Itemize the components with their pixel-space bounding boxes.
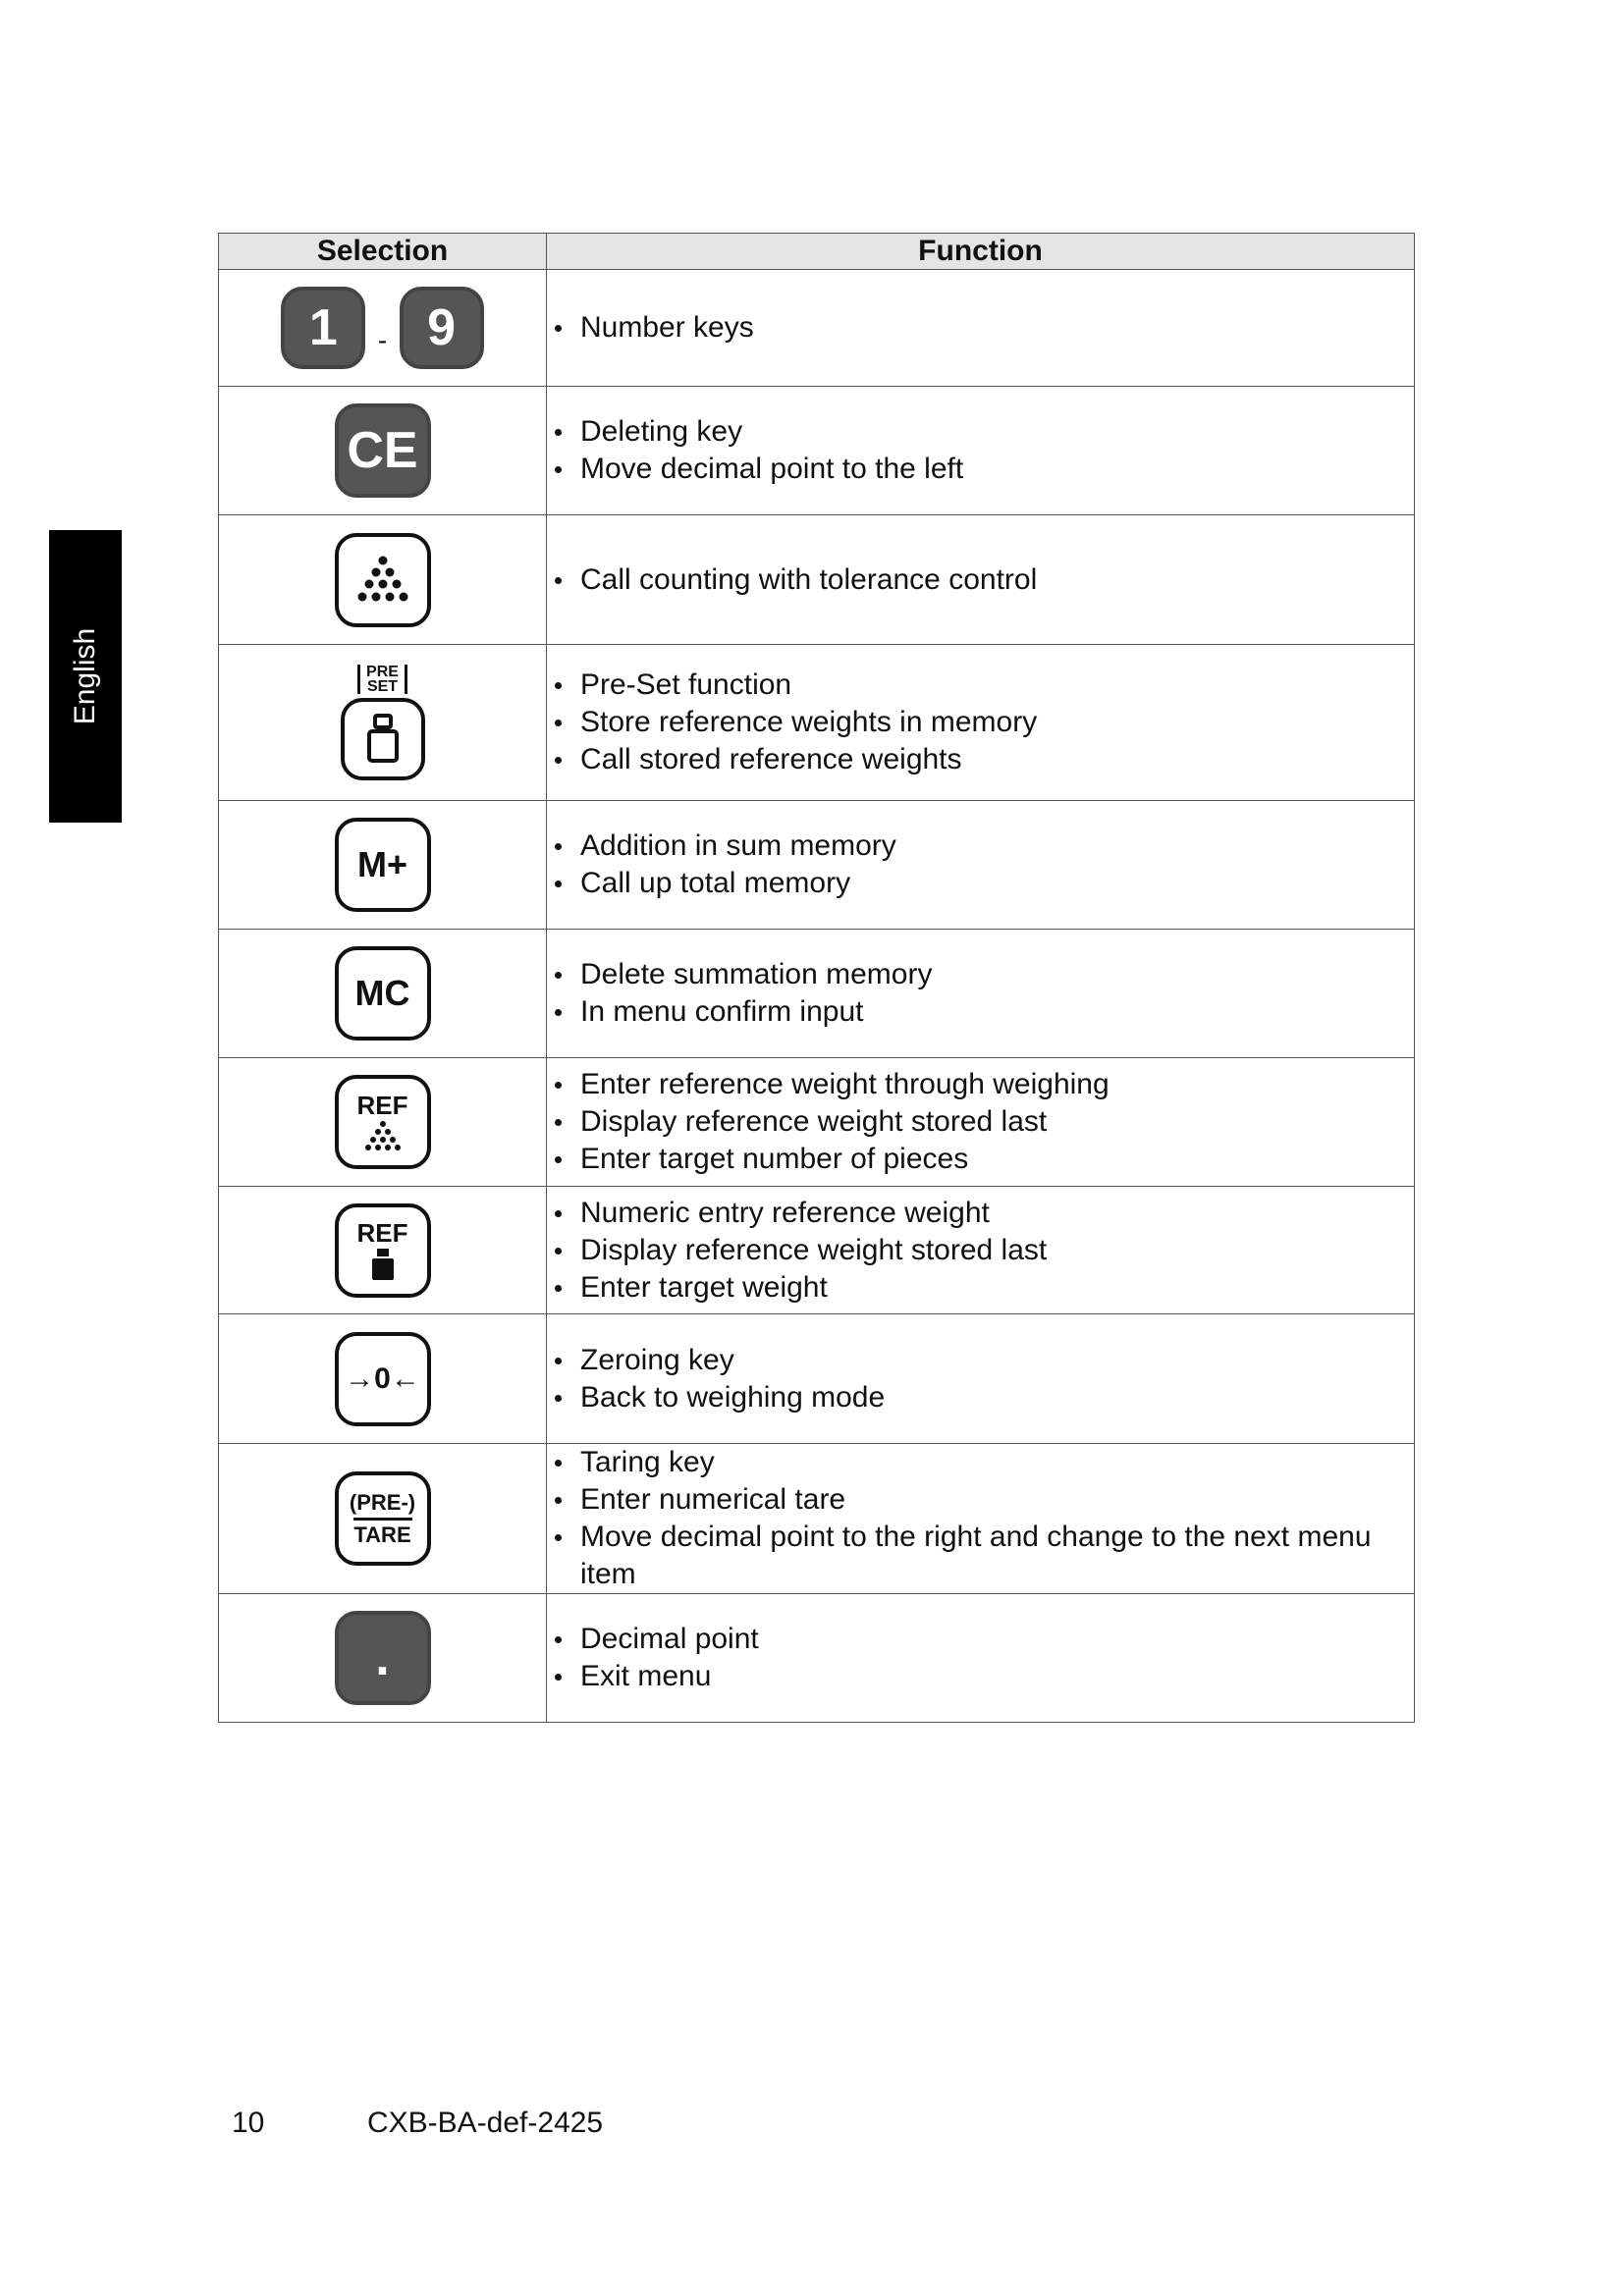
tare-key-icon: (PRE-) TARE xyxy=(335,1471,431,1566)
function-item: Enter numerical tare xyxy=(547,1481,1414,1519)
weight-icon xyxy=(341,698,425,780)
function-item: Delete summation memory xyxy=(547,956,1414,993)
key-1-icon: 1 xyxy=(281,287,365,369)
function-item: Move decimal point to the left xyxy=(547,451,1414,488)
function-item: In menu confirm input xyxy=(547,993,1414,1031)
function-item: Zeroing key xyxy=(547,1342,1414,1379)
function-item: Enter target weight xyxy=(547,1269,1414,1307)
function-item: Display reference weight stored last xyxy=(547,1103,1414,1141)
m-plus-key-icon: M+ xyxy=(335,818,431,912)
table-row xyxy=(219,930,1415,1058)
preset-weight-key-icon xyxy=(341,665,425,780)
function-item: Back to weighing mode xyxy=(547,1379,1414,1416)
function-item: Numeric entry reference weight xyxy=(547,1195,1414,1232)
page-number: 10 xyxy=(232,2107,265,2139)
table-row xyxy=(219,1058,1415,1187)
language-tab xyxy=(49,530,122,823)
function-item: Deleting key xyxy=(547,413,1414,451)
function-item: Taring key xyxy=(547,1444,1414,1481)
function-item: Exit menu xyxy=(547,1658,1414,1695)
document-id: CXB-BA-def-2425 xyxy=(367,2107,604,2139)
table-row xyxy=(219,801,1415,930)
key-function-table xyxy=(218,233,1415,1723)
mc-key-icon: MC xyxy=(335,946,431,1041)
key-9-icon: 9 xyxy=(400,287,484,369)
table-row xyxy=(219,1444,1415,1594)
function-item: Move decimal point to the right and change to the next menu item xyxy=(547,1519,1414,1593)
function-item: Display reference weight stored last xyxy=(547,1232,1414,1269)
table-row xyxy=(219,1594,1415,1723)
ref-weight-key-icon: REF xyxy=(335,1203,431,1298)
function-item: Store reference weights in memory xyxy=(547,704,1414,741)
zero-key-icon: →0← xyxy=(335,1332,431,1426)
counting-tolerance-key-icon xyxy=(335,533,431,627)
table-row xyxy=(219,270,1415,387)
function-item: Addition in sum memory xyxy=(547,828,1414,865)
function-header: Function xyxy=(547,234,1415,270)
function-item: Call stored reference weights xyxy=(547,741,1414,778)
function-item: Call up total memory xyxy=(547,865,1414,902)
tare-divider xyxy=(353,1518,412,1521)
function-item: Number keys xyxy=(547,309,1414,347)
function-item: Enter target number of pieces xyxy=(547,1141,1414,1178)
number-keys-icon xyxy=(219,270,547,387)
range-separator: - xyxy=(377,325,388,356)
ce-key-icon: CE xyxy=(335,403,431,498)
function-item: Enter reference weight through weighing xyxy=(547,1066,1414,1103)
function-item: Call counting with tolerance control xyxy=(547,561,1414,599)
function-item: Decimal point xyxy=(547,1621,1414,1658)
table-row xyxy=(219,387,1415,515)
table-row xyxy=(219,1187,1415,1314)
table-row xyxy=(219,1314,1415,1444)
language-label: English xyxy=(69,627,101,725)
decimal-point-key-icon: . xyxy=(335,1611,431,1705)
preset-label: PRE SET xyxy=(352,665,413,694)
ref-pieces-key-icon: REF xyxy=(335,1075,431,1169)
selection-header: Selection xyxy=(219,234,547,270)
table-row xyxy=(219,515,1415,645)
function-item: Pre-Set function xyxy=(547,667,1414,704)
table-row xyxy=(219,645,1415,801)
